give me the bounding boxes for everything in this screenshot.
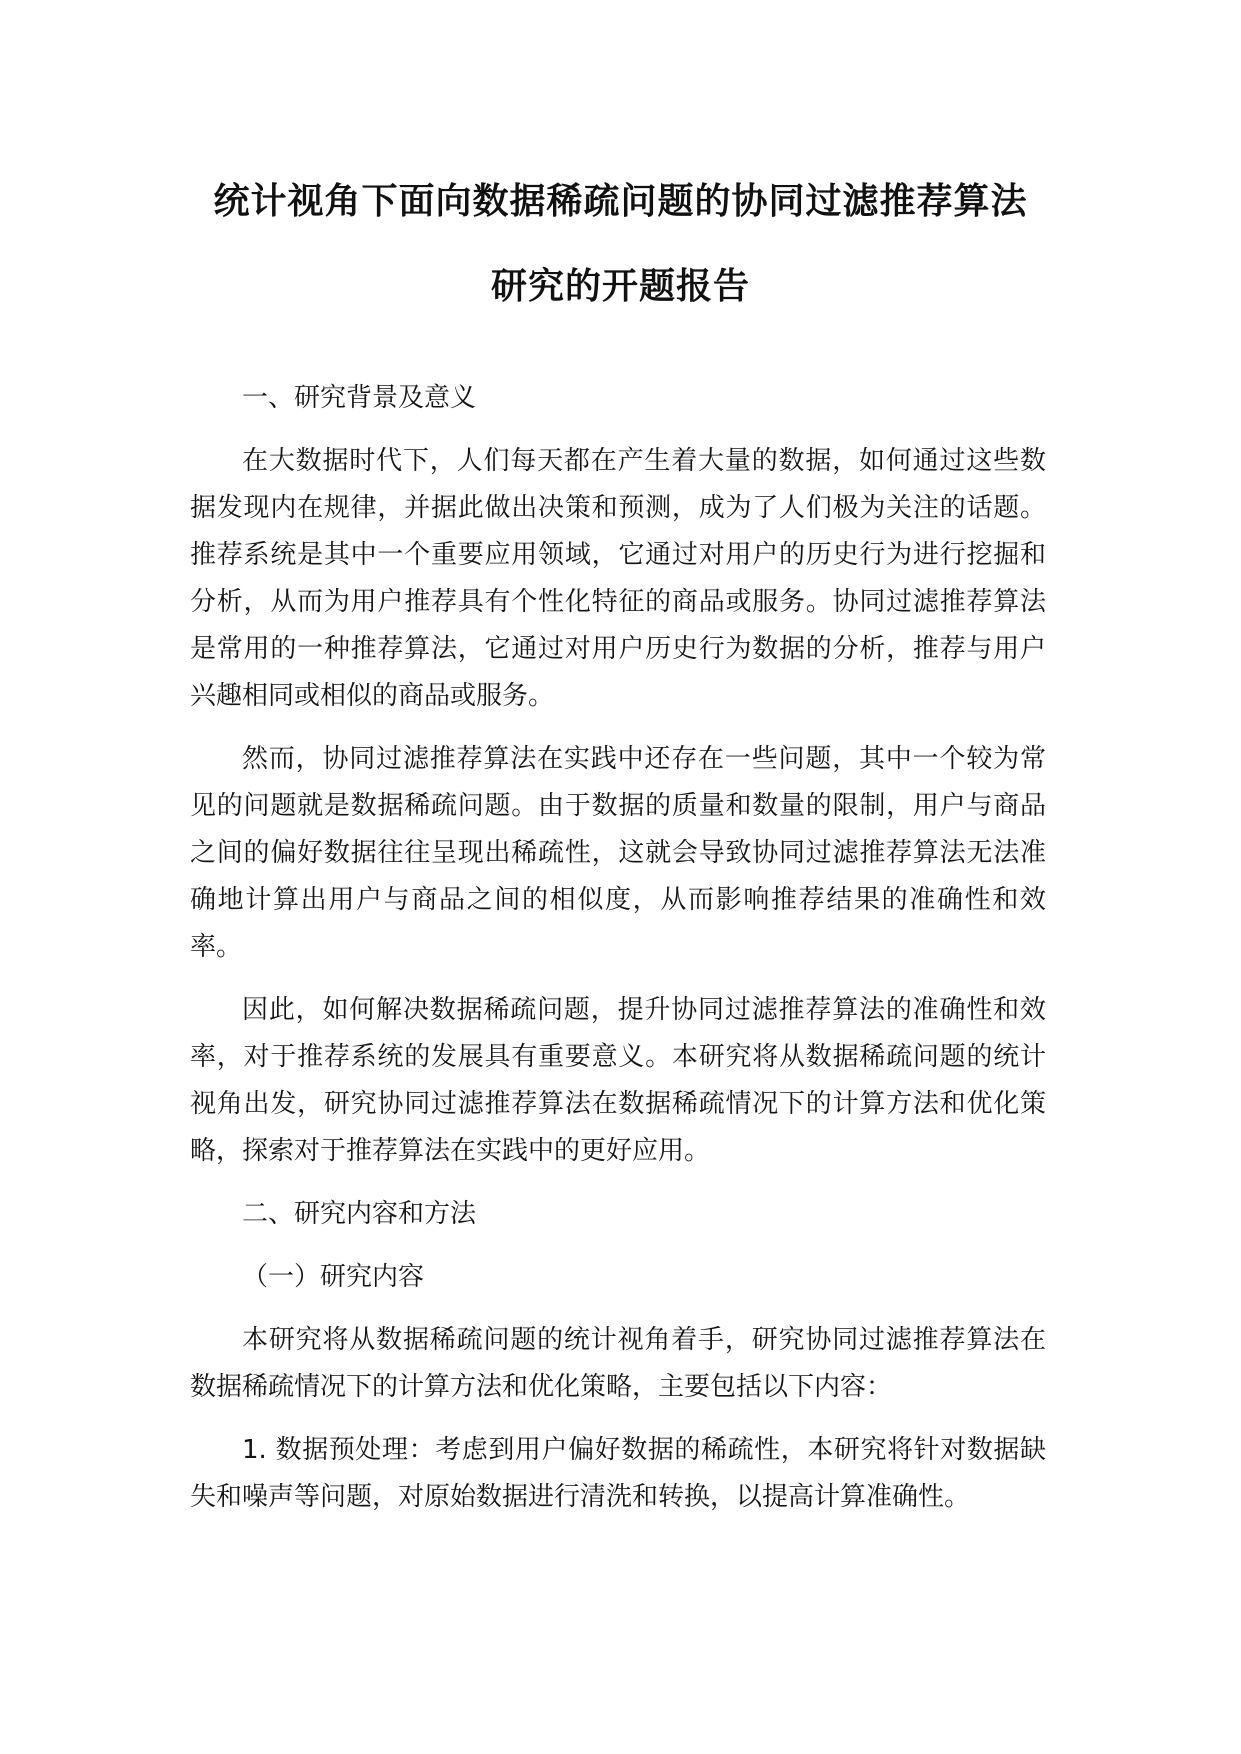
list-item-data-preprocessing: 1. 数据预处理：考虑到用户偏好数据的稀疏性，本研究将针对数据缺失和噪声等问题，对原始数据进行清洗和转换，以提高计算准确性。 xyxy=(190,1435,1046,1512)
document-body xyxy=(190,375,1046,1521)
paragraph-background-3: 因此，如何解决数据稀疏问题，提升协同过滤推荐算法的准确性和效率，对于推荐系统的发展具有重要意义。本研究将从数据稀疏问题的统计视角出发，研究协同过滤推荐算法在数据稀疏情况下的计算方法和优化策略，探索对于推荐算法在实践中的更好应用。 xyxy=(190,995,1046,1166)
paragraph-background-1: 在大数据时代下，人们每天都在产生着大量的数据，如何通过这些数据发现内在规律，并据此做出决策和预测，成为了人们极为关注的话题。推荐系统是其中一个重要应用领域，它通过对用户的历史行为进行挖掘和分析，从而为用户推荐具有个性化特征的商品或服务。协同过滤推荐算法是常用的一种推荐算法，它通过对用户历史行为数据的分析，推荐与用户兴趣相同或相似的商品或服务。 xyxy=(190,446,1046,711)
section-heading-content-method: 二、研究内容和方法 xyxy=(242,1199,477,1229)
document-title-line-1: 统计视角下面向数据稀疏问题的协同过滤推荐算法 xyxy=(213,181,1028,222)
paragraph-research-content: 本研究将从数据稀疏问题的统计视角着手，研究协同过滤推荐算法在数据稀疏情况下的计算方法和优化策略，主要包括以下内容： xyxy=(190,1325,1046,1402)
section-heading-background: 一、研究背景及意义 xyxy=(242,383,477,413)
subsection-heading-research-content: （一）研究内容 xyxy=(242,1262,425,1292)
paragraph-background-2: 然而，协同过滤推荐算法在实践中还存在一些问题，其中一个较为常见的问题就是数据稀疏问题。由于数据的质量和数量的限制，用户与商品之间的偏好数据往往呈现出稀疏性，这就会导致协同过滤推荐算法无法准确地计算出用户与商品之间的相似度，从而影响推荐结果的准确性和效率。 xyxy=(190,744,1046,962)
document-title-line-2: 研究的开题报告 xyxy=(490,266,750,307)
